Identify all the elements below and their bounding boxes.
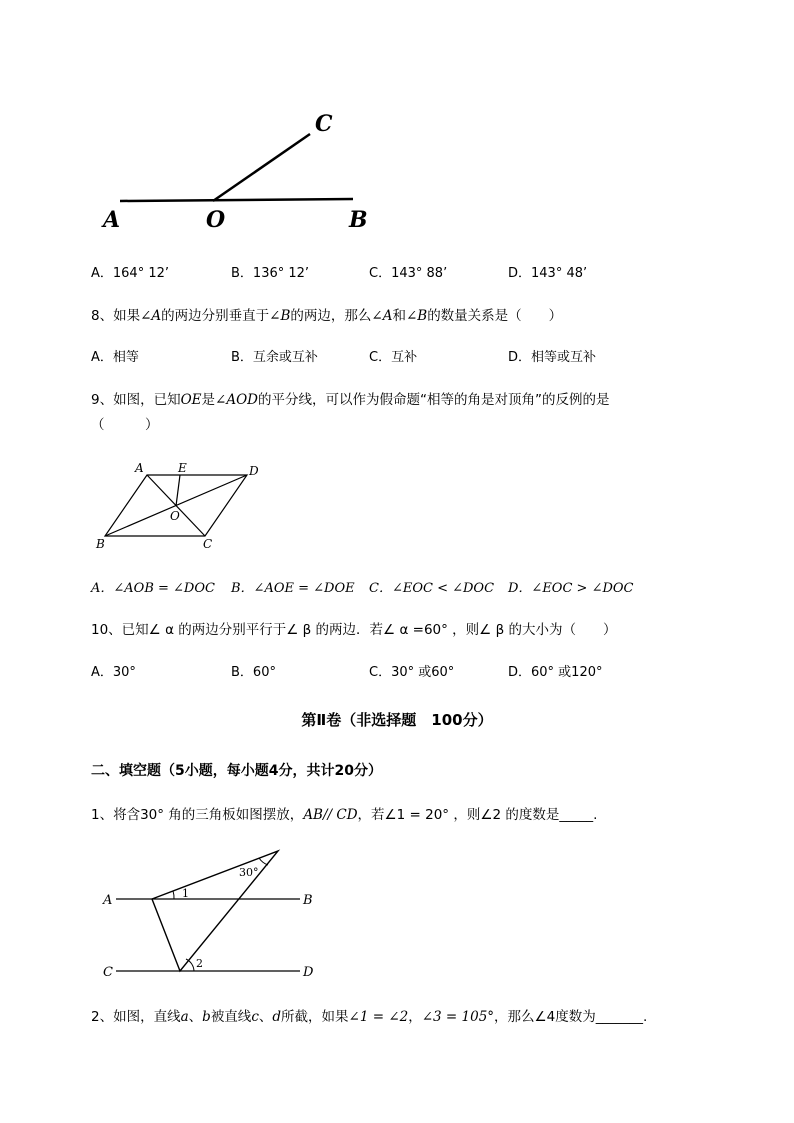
q9-text-1: 9、如图，已知: [91, 392, 181, 408]
figure-parallelogram: [92, 458, 272, 553]
q8-text-1: 8、如果: [91, 308, 141, 324]
q8-text-5: 的数量关系是（ ）: [427, 308, 563, 324]
q8-text-3: 的两边，那么: [290, 308, 372, 324]
fill1-ab-cd: AB// CD: [303, 807, 358, 823]
part-2-title: 第Ⅱ卷（非选择题 100分）: [301, 711, 493, 729]
fill2-line-a: a: [180, 1009, 189, 1025]
q7-option-b[interactable]: B．136° 12’: [231, 266, 310, 281]
fill2-text-4: ，那么∠4度数为_______.: [494, 1009, 648, 1025]
q8-angle-b: ∠B: [269, 308, 291, 324]
q8-angle-b2: ∠B: [405, 308, 428, 324]
label-o: O: [170, 509, 180, 523]
q7-option-d[interactable]: D．143° 48’: [508, 266, 588, 281]
q7-option-c[interactable]: C．143° 88’: [369, 266, 448, 281]
question-10: 10、已知∠ α 的两边分别平行于∠ β 的两边．若∠ α =60° ，则∠ β 的大小为（ ）: [91, 622, 617, 638]
figure-triangle-parallel-lines: [100, 845, 330, 985]
fill2-eq-2: ∠3 = 105°: [421, 1009, 495, 1025]
triangle: [152, 851, 278, 971]
q10-option-c[interactable]: C．30° 或60°: [369, 665, 455, 680]
label-b: B: [303, 893, 313, 908]
angle-1-arc: [173, 891, 174, 899]
fill2-sep-3: ，: [408, 1009, 422, 1025]
angle-30-arc: [259, 858, 268, 865]
label-b: B: [96, 537, 105, 551]
q9-option-c[interactable]: [369, 577, 494, 596]
q8-text-4: 和: [392, 308, 406, 324]
question-8: [91, 304, 562, 324]
label-angle-1: 1: [182, 887, 189, 900]
section-2-heading: 二、填空题（5小题，每小题4分，共计20分）: [91, 763, 382, 779]
ray-oc: [213, 134, 310, 201]
q8-option-c[interactable]: C．互补: [369, 350, 418, 365]
q9-option-b[interactable]: [231, 577, 355, 596]
label-d: D: [303, 965, 314, 980]
label-c: C: [203, 537, 213, 551]
question-9: [91, 388, 609, 408]
fill2-text-3: 所截，如果: [281, 1009, 349, 1025]
q9-option-a[interactable]: [91, 577, 215, 596]
q7-option-a[interactable]: A．164° 12’: [91, 266, 170, 281]
label-a: A: [135, 461, 144, 475]
q9-option-c-text: C．∠EOC < ∠DOC: [369, 581, 495, 596]
fill-question-2: [91, 1005, 647, 1025]
q9-text-2: 是: [201, 392, 216, 408]
q9-answer-paren: （ ）: [91, 417, 159, 433]
fill1-text-2: ，若∠1 = 20° ，则∠2 的度数是_____.: [357, 807, 598, 823]
q10-option-a[interactable]: A．30°: [91, 665, 136, 680]
q9-option-d[interactable]: [508, 577, 634, 596]
q10-option-d[interactable]: D．60° 或120°: [508, 665, 603, 680]
label-b: B: [349, 207, 368, 233]
label-d: D: [249, 464, 259, 478]
q8-text-2: 的两边分别垂直于: [161, 308, 270, 324]
q9-option-d-text: D．∠EOC > ∠DOC: [508, 581, 634, 596]
segment-oe: [176, 475, 180, 506]
fill2-eq-1: ∠1 = ∠2: [348, 1009, 409, 1025]
label-a: A: [103, 207, 121, 233]
fill2-text-1: 2、如图，直线: [91, 1009, 181, 1025]
label-30-degrees: 30°: [239, 866, 259, 879]
q8-option-a[interactable]: A．相等: [91, 350, 139, 365]
q9-option-b-text: B．∠AOE = ∠DOE: [231, 581, 355, 596]
label-e: E: [178, 461, 187, 475]
fill2-text-2: 被直线: [210, 1009, 252, 1025]
fill-question-1: [91, 803, 597, 823]
fill2-line-b: b: [202, 1009, 211, 1025]
figure-angle-aob: [95, 105, 385, 240]
q9-text-3: 的平分线，可以作为假命题“相等的角是对顶角”的反例的是: [257, 392, 610, 408]
q9-option-a-text: A．∠AOB = ∠DOC: [91, 581, 215, 596]
q8-angle-a: ∠A: [140, 308, 162, 324]
fill2-sep-1: 、: [188, 1009, 203, 1025]
label-c: C: [315, 111, 333, 137]
fill2-line-c: c: [251, 1009, 259, 1025]
fill2-line-d: d: [272, 1009, 282, 1025]
line-ab: [120, 199, 353, 201]
q9-oe: OE: [180, 392, 202, 408]
q8-option-d[interactable]: D．相等或互补: [508, 350, 597, 365]
q8-option-b[interactable]: B．互余或互补: [231, 350, 318, 365]
q10-option-b[interactable]: B．60°: [231, 665, 276, 680]
label-c: C: [103, 965, 113, 980]
q8-angle-a2: ∠A: [371, 308, 393, 324]
angle-2-arc: [186, 959, 194, 971]
fill1-text-1: 1、将含30° 角的三角板如图摆放，: [91, 807, 304, 823]
q9-aod: ∠AOD: [215, 392, 258, 408]
label-o: O: [206, 207, 226, 233]
label-a: A: [103, 893, 113, 908]
fill2-sep-2: 、: [258, 1009, 273, 1025]
label-angle-2: 2: [196, 957, 203, 970]
